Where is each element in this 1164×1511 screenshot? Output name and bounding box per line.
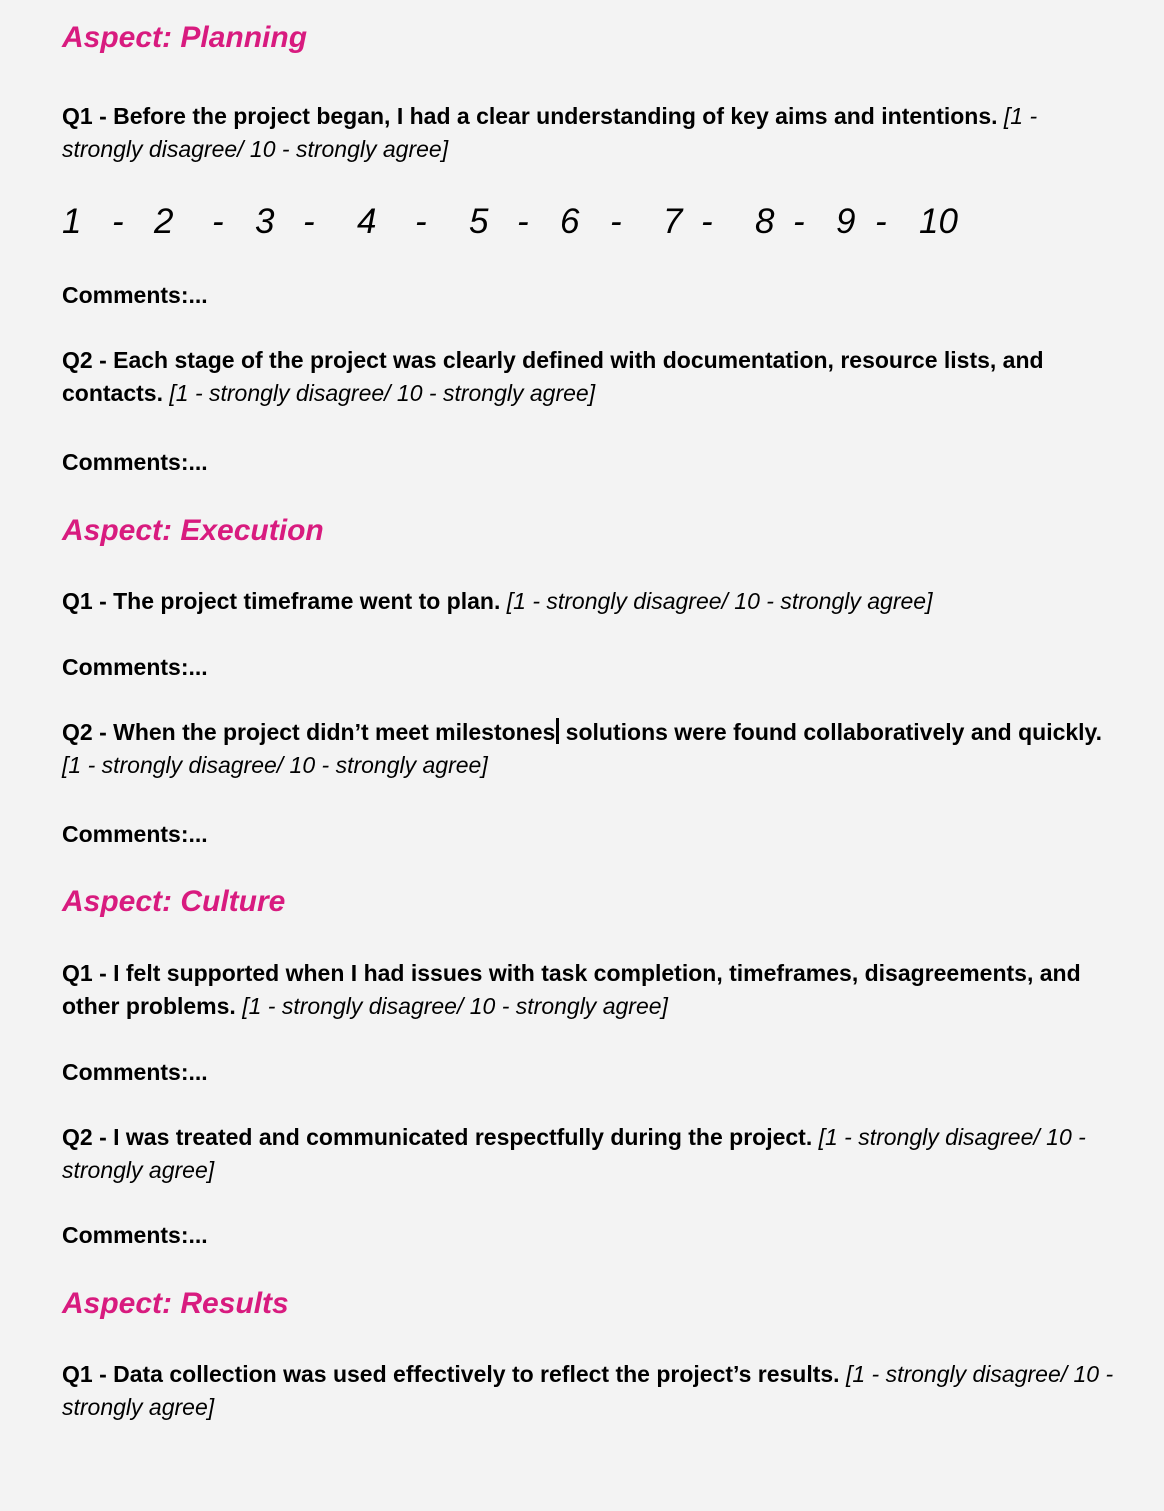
rating-value-3[interactable]: 3 — [255, 202, 275, 241]
question-execution-q2[interactable] — [62, 716, 1122, 782]
rating-separator: - — [112, 202, 124, 241]
section-heading-execution: Aspect: Execution — [62, 514, 324, 547]
rating-separator: - — [303, 202, 315, 241]
rating-separator: - — [793, 202, 805, 241]
rating-value-10[interactable]: 10 — [919, 202, 958, 241]
comments-label[interactable]: Comments:... — [62, 821, 208, 847]
question-planning-q2[interactable] — [62, 344, 1122, 410]
question-text: Q2 - Each stage of the project was clearly defined with documentation, resource lists, and contacts. — [62, 347, 1044, 406]
rating-scale[interactable] — [62, 200, 1022, 244]
comments-label[interactable]: Comments:... — [62, 654, 208, 680]
question-execution-q1[interactable] — [62, 585, 1122, 618]
question-results-q1[interactable] — [62, 1358, 1122, 1424]
rating-value-6[interactable]: 6 — [560, 202, 580, 241]
rating-value-1[interactable]: 1 — [62, 202, 82, 241]
question-text: Q2 - When the project didn’t meet milestones — [62, 719, 556, 745]
scale-hint: [1 - strongly disagree/ 10 - strongly agree] — [62, 103, 1038, 162]
comments-label[interactable]: Comments:... — [62, 282, 208, 308]
question-text: Q1 - Before the project began, I had a clear understanding of key aims and intentions. — [62, 103, 998, 129]
rating-separator: - — [517, 202, 529, 241]
rating-separator: - — [610, 202, 622, 241]
question-culture-q1[interactable] — [62, 957, 1122, 1023]
section-heading-culture: Aspect: Culture — [62, 885, 286, 918]
question-planning-q1[interactable] — [62, 100, 1122, 166]
question-text: solutions were found collaboratively and quickly. — [559, 719, 1103, 745]
rating-value-4[interactable]: 4 — [357, 202, 377, 241]
scale-hint: [1 - strongly disagree/ 10 - strongly agree] — [62, 1361, 1114, 1420]
rating-value-2[interactable]: 2 — [154, 202, 174, 241]
scale-hint: [1 - strongly disagree/ 10 - strongly agree] — [62, 752, 488, 778]
question-text: Q1 - The project timeframe went to plan. — [62, 588, 501, 614]
rating-value-7[interactable]: 7 — [663, 202, 683, 241]
rating-separator: - — [212, 202, 224, 241]
rating-separator: - — [415, 202, 427, 241]
scale-hint: [1 - strongly disagree/ 10 - strongly agree] — [242, 993, 668, 1019]
comments-label[interactable]: Comments:... — [62, 449, 208, 475]
rating-value-5[interactable]: 5 — [469, 202, 489, 241]
question-text: Q2 - I was treated and communicated respectfully during the project. — [62, 1124, 813, 1150]
rating-value-8[interactable]: 8 — [755, 202, 775, 241]
question-text: Q1 - I felt supported when I had issues with task completion, timeframes, disagreements, and other problems. — [62, 960, 1081, 1019]
question-culture-q2[interactable] — [62, 1121, 1122, 1187]
rating-separator: - — [701, 202, 713, 241]
section-heading-results: Aspect: Results — [62, 1287, 289, 1320]
comments-label[interactable]: Comments:... — [62, 1059, 208, 1085]
scale-hint: [1 - strongly disagree/ 10 - strongly agree] — [62, 1124, 1086, 1183]
comments-label[interactable]: Comments:... — [62, 1222, 208, 1248]
scale-hint: [1 - strongly disagree/ 10 - strongly agree] — [506, 588, 933, 614]
question-text: Q1 - Data collection was used effectively to reflect the project’s results. — [62, 1361, 840, 1387]
section-heading-planning: Aspect: Planning — [62, 21, 308, 54]
rating-separator: - — [875, 202, 887, 241]
scale-hint: [1 - strongly disagree/ 10 - strongly agree] — [169, 380, 596, 406]
rating-value-9[interactable]: 9 — [836, 202, 856, 241]
